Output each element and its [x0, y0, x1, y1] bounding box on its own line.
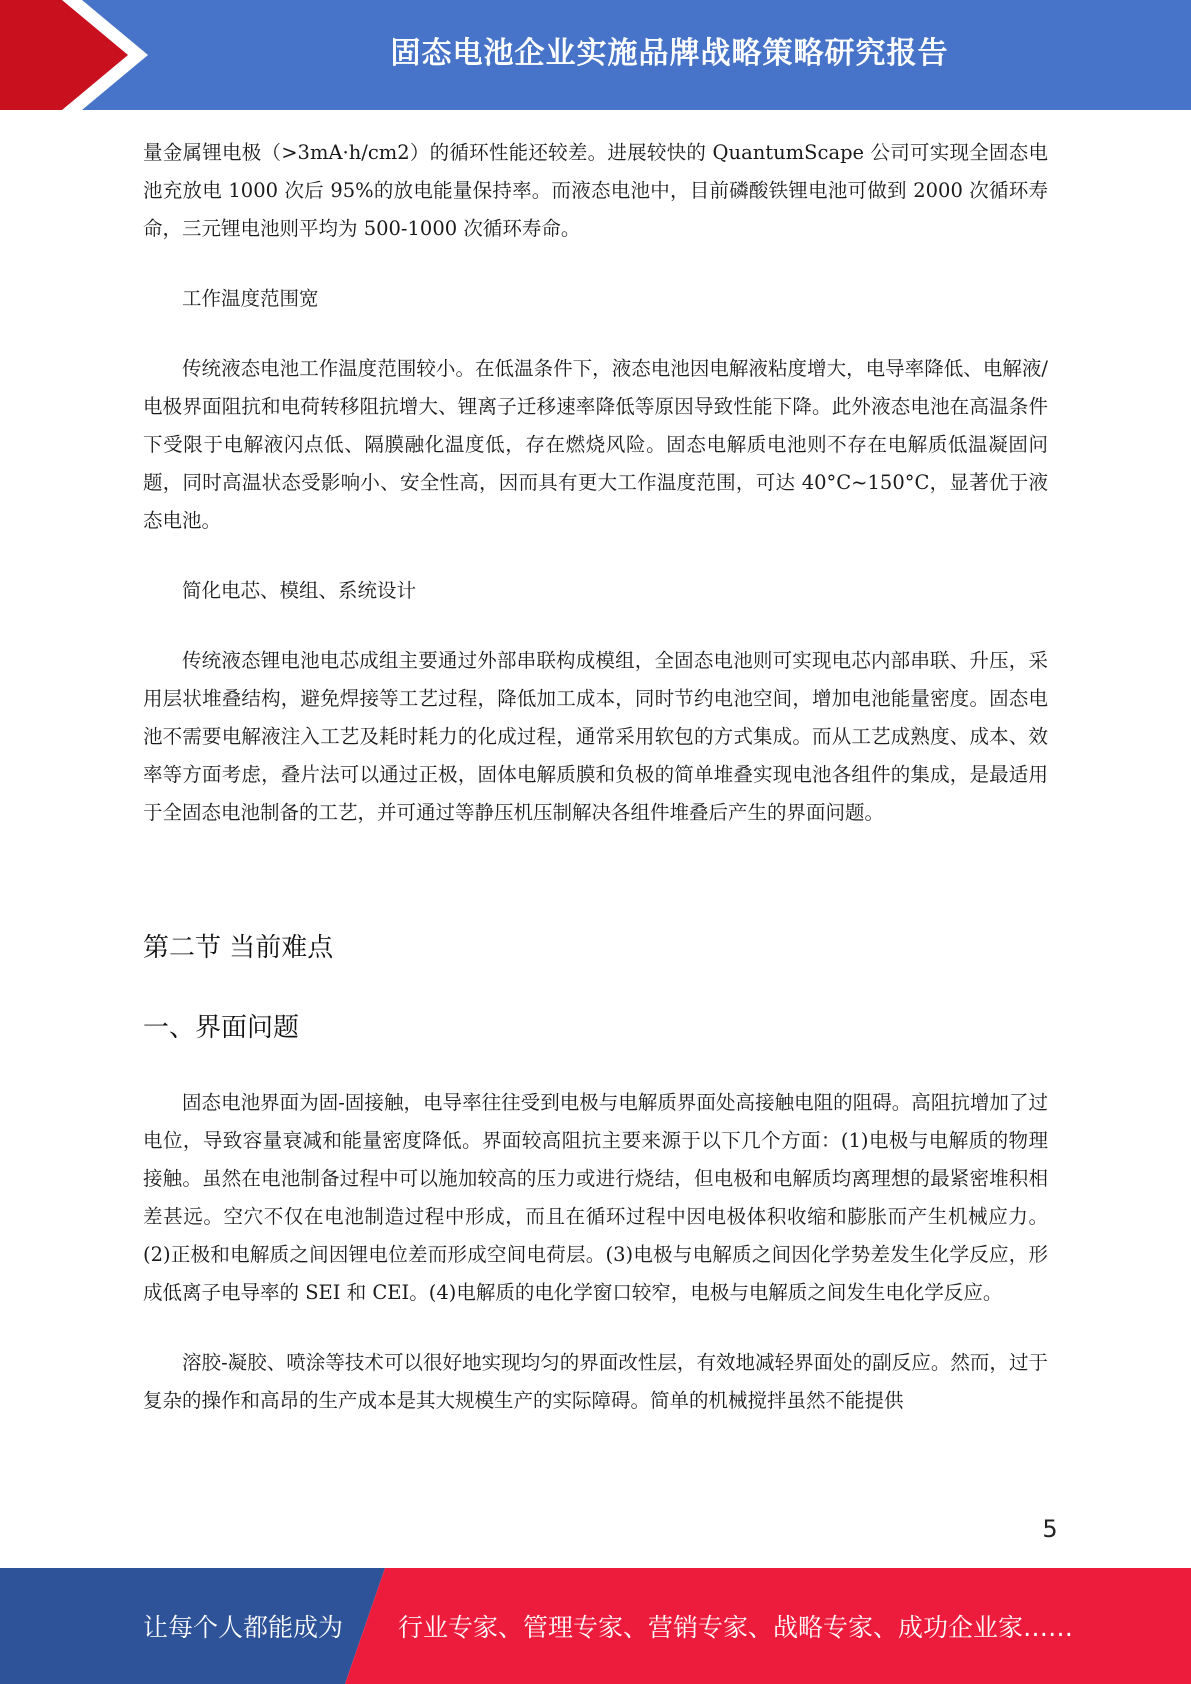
page-number: 5 — [1042, 1515, 1058, 1543]
page-header — [0, 0, 1191, 110]
paragraph-design: 传统液态锂电池电芯成组主要通过外部串联构成模组，全固态电池则可实现电芯内部串联、升压，采用层状堆叠结构，避免焊接等工艺过程，降低加工成本，同时节约电池空间，增加电池能量密度。固态电池不需要电解液注入工艺及耗时耗力的化成过程，通常采用软包的方式集成。而从工艺成熟度、成本、效率等方面考虑，叠片法可以通过正极，固体电解质膜和负极的简单堆叠实现电池各组件的集成，是最适用于全固态电池制备的工艺，并可通过等静压机压制解决各组件堆叠后产生的界面问题。 — [143, 649, 1048, 824]
report-title: 固态电池企业实施品牌战略策略研究报告 — [390, 36, 949, 71]
subheading-temperature-range: 工作温度范围宽 — [182, 287, 319, 310]
subheading-simplified-design: 简化电芯、模组、系统设计 — [182, 579, 417, 602]
section-title: 第二节 当前难点 — [143, 933, 334, 963]
paragraph-interface-issues: 固态电池界面为固-固接触，电导率往往受到电极与电解质界面处高接触电阻的阻碍。高阻抗增加了过电位，导致容量衰减和能量密度降低。界面较高阻抗主要来源于以下几个方面：(1)电极与电解质的物理接触。虽然在电池制备过程中可以施加较高的压力或进行烧结，但电极和电解质均离理想的最紧密堆积相差甚远。空穴不仅在电池制造过程中形成，而且在循环过程中因电极体积收缩和膨胀而产生机械应力。(2)正极和电解质之间因锂电位差而形成空间电荷层。(3)电极与电解质之间因化学势差发生化学反应，形成低离子电导率的 SEI 和 CEI。(4)电解质的电化学窗口较窄，电极与电解质之间发生电化学反应。 — [143, 1091, 1048, 1304]
paragraph-temperature: 传统液态电池工作温度范围较小。在低温条件下，液态电池因电解液粘度增大，电导率降低、电解液/电极界面阻抗和电荷转移阻抗增大、锂离子迁移速率降低等原因导致性能下降。此外液态电池在高温条件下受限于电解液闪点低、隔膜融化温度低，存在燃烧风险。固态电解质电池则不存在电解质低温凝固问题，同时高温状态受影响小、安全性高，因而具有更大工作温度范围，可达 40°C~150°C，显著优于液态电池。 — [143, 357, 1048, 532]
page-footer — [0, 1568, 1191, 1684]
paragraph-cycle-life: 量金属锂电极（>3mA·h/cm2）的循环性能还较差。进展较快的 QuantumScape 公司可实现全固态电池充放电 1000 次后 95%的放电能量保持率。而液态电池中，目前磷酸铁锂电池可做到 2000 次循环寿命，三元锂电池则平均为 500-1000 次循环寿命。 — [143, 141, 1048, 240]
footer-slogan-left: 让每个人都能成为 — [143, 1613, 344, 1642]
footer-slogan-right: 行业专家、管理专家、营销专家、战略专家、成功企业家…… — [398, 1613, 1074, 1642]
subsection-title: 一、界面问题 — [143, 1013, 300, 1043]
page-content — [143, 134, 1048, 1420]
paragraph-interface-solutions: 溶胶-凝胶、喷涂等技术可以很好地实现均匀的界面改性层，有效地减轻界面处的副反应。然而，过于复杂的操作和高昂的生产成本是其大规模生产的实际障碍。简单的机械搅拌虽然不能提供 — [143, 1351, 1048, 1412]
